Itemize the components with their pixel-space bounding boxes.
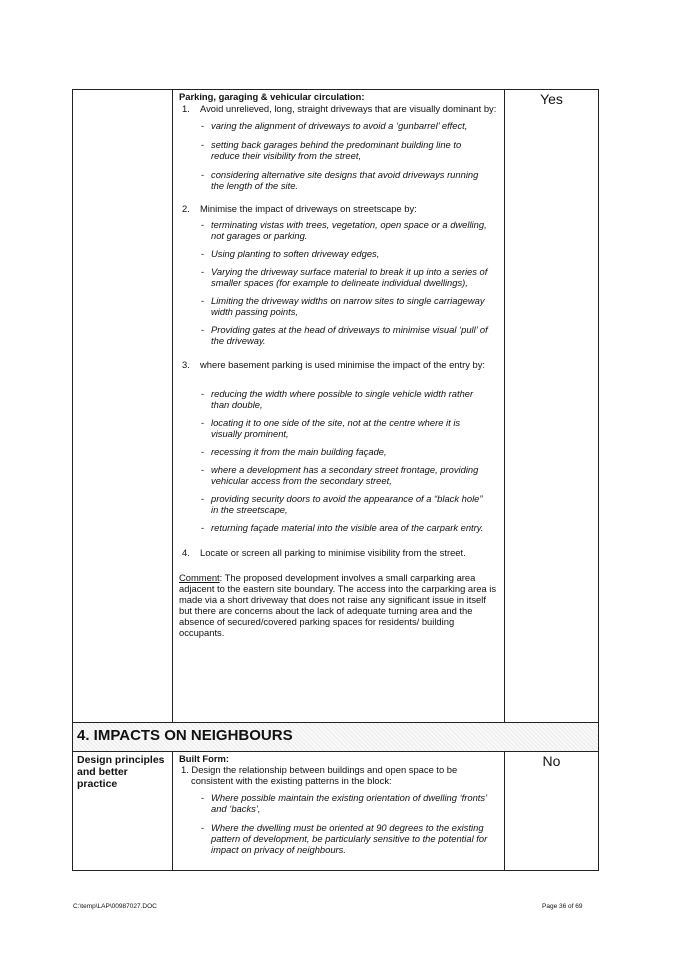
dash-icon: - — [201, 219, 205, 230]
criteria-cell — [173, 752, 505, 870]
bullet-item — [201, 388, 492, 410]
dash-icon: - — [201, 169, 205, 180]
bullet-text: setting back garages behind the predominant building line to reduce their visibility from the street, — [211, 139, 462, 161]
item-number: 3. — [182, 359, 190, 370]
dash-icon: - — [201, 464, 205, 475]
dash-icon: - — [201, 120, 205, 131]
built-form-item: 1. Design the relationship between buildings and open space to be consistent with the existing patterns in the block: — [181, 764, 458, 786]
comment-label: Comment — [179, 572, 220, 583]
bullet-text: Where the dwelling must be oriented at 90 degrees to the existing pattern of development, be particularly sensitive to the potential for impact on privacy of neighbours. — [211, 822, 488, 855]
dash-icon: - — [201, 822, 205, 833]
compliance-value: No — [542, 753, 561, 769]
section-heading: 4. IMPACTS ON NEIGHBOURS — [72, 723, 599, 752]
bullet-text: locating it to one side of the site, not at the centre where it is visually prominent, — [211, 417, 461, 439]
criteria-cell — [173, 90, 505, 722]
footer-path: C:\temp\LAP\00987027.DOC — [73, 903, 157, 910]
dash-icon: - — [201, 324, 205, 335]
bullet-text: Providing gates at the head of driveways to minimise visual ‘pull’ of the driveway. — [211, 324, 488, 346]
bullet-item — [201, 446, 492, 457]
bullet-text: returning façade material into the visible area of the carpark entry. — [211, 522, 484, 533]
bullet-item — [201, 324, 492, 346]
footer-page-number: Page 36 of 69 — [542, 903, 583, 910]
dash-icon: - — [201, 792, 205, 803]
bullet-item — [201, 792, 492, 814]
bullet-text: Using planting to soften driveway edges, — [211, 248, 380, 259]
bullet-item — [201, 139, 492, 161]
bullet-text: recessing it from the main building façade, — [211, 446, 387, 457]
item-number: 1. — [182, 103, 190, 114]
dash-icon: - — [201, 388, 205, 399]
item-number: 4. — [182, 547, 190, 558]
design-principles-label: Design principles and better practice — [73, 752, 173, 870]
bullet-text: providing security doors to avoid the appearance of a “black hole” in the streetscape, — [211, 493, 483, 515]
numbered-item — [182, 359, 498, 370]
bullet-item — [201, 522, 492, 533]
dash-icon: - — [201, 417, 205, 428]
dash-icon: - — [201, 139, 205, 150]
bullet-item — [201, 219, 492, 241]
compliance-cell — [505, 752, 598, 870]
parking-heading: Parking, garaging & vehicular circulation: — [179, 91, 365, 102]
dash-icon: - — [201, 266, 205, 277]
bullet-item — [201, 417, 492, 439]
comment-text: : The proposed development involves a small carparking area adjacent to the eastern site boundary. The access into the carparking area is made via a short driveway that does not raise any significant issue in itself but there are concerns about the lack of adequate turning area and the absence of secured/covered parking spaces for residents/ building occupants. — [179, 572, 497, 638]
bullet-item — [201, 493, 492, 515]
item-number: 2. — [182, 203, 190, 214]
bullet-text: Limiting the driveway widths on narrow sites to single carriageway width passing points, — [211, 295, 485, 317]
numbered-item — [182, 103, 498, 114]
bullet-item — [201, 248, 492, 259]
table-row-built-form — [72, 752, 599, 871]
bullet-item — [201, 169, 492, 191]
item-text: Avoid unrelieved, long, straight driveways that are visually dominant by: — [200, 103, 497, 114]
compliance-value: Yes — [540, 91, 563, 107]
bullet-text: varing the alignment of driveways to avoid a ‘gunbarrel’ effect, — [211, 120, 468, 131]
bullet-item — [201, 295, 492, 317]
bullet-item — [201, 266, 492, 288]
table-row-parking — [72, 89, 599, 723]
assessment-table — [72, 89, 599, 871]
built-form-heading: Built Form: — [179, 753, 229, 764]
comment-paragraph — [179, 572, 498, 638]
bullet-text: Varying the driveway surface material to break it up into a series of smaller spaces (for example to delineate individual dwellings), — [211, 266, 488, 288]
dash-icon: - — [201, 522, 205, 533]
dash-icon: - — [201, 248, 205, 259]
dash-icon: - — [201, 446, 205, 457]
bullet-text: Where possible maintain the existing orientation of dwelling ‘fronts’ and ‘backs’, — [211, 792, 487, 814]
item-text: where basement parking is used minimise the impact of the entry by: — [200, 359, 486, 370]
numbered-item — [182, 203, 498, 214]
numbered-item — [182, 547, 498, 558]
dash-icon: - — [201, 295, 205, 306]
bullet-text: terminating vistas with trees, vegetation, open space or a dwelling, not garages or parking. — [211, 219, 487, 241]
label-cell-empty — [73, 90, 173, 722]
item-text: Minimise the impact of driveways on streetscape by: — [200, 203, 417, 214]
bullet-text: reducing the width where possible to single vehicle width rather than double, — [211, 388, 474, 410]
bullet-item — [201, 822, 492, 855]
bullet-item — [201, 120, 492, 131]
item-text: Locate or screen all parking to minimise visibility from the street. — [200, 547, 466, 558]
bullet-text: considering alternative site designs that avoid driveways running the length of the site. — [211, 169, 479, 191]
compliance-cell — [505, 90, 598, 722]
bullet-text: where a development has a secondary street frontage, providing vehicular access from the secondary street, — [211, 464, 479, 486]
dash-icon: - — [201, 493, 205, 504]
bullet-item — [201, 464, 492, 486]
